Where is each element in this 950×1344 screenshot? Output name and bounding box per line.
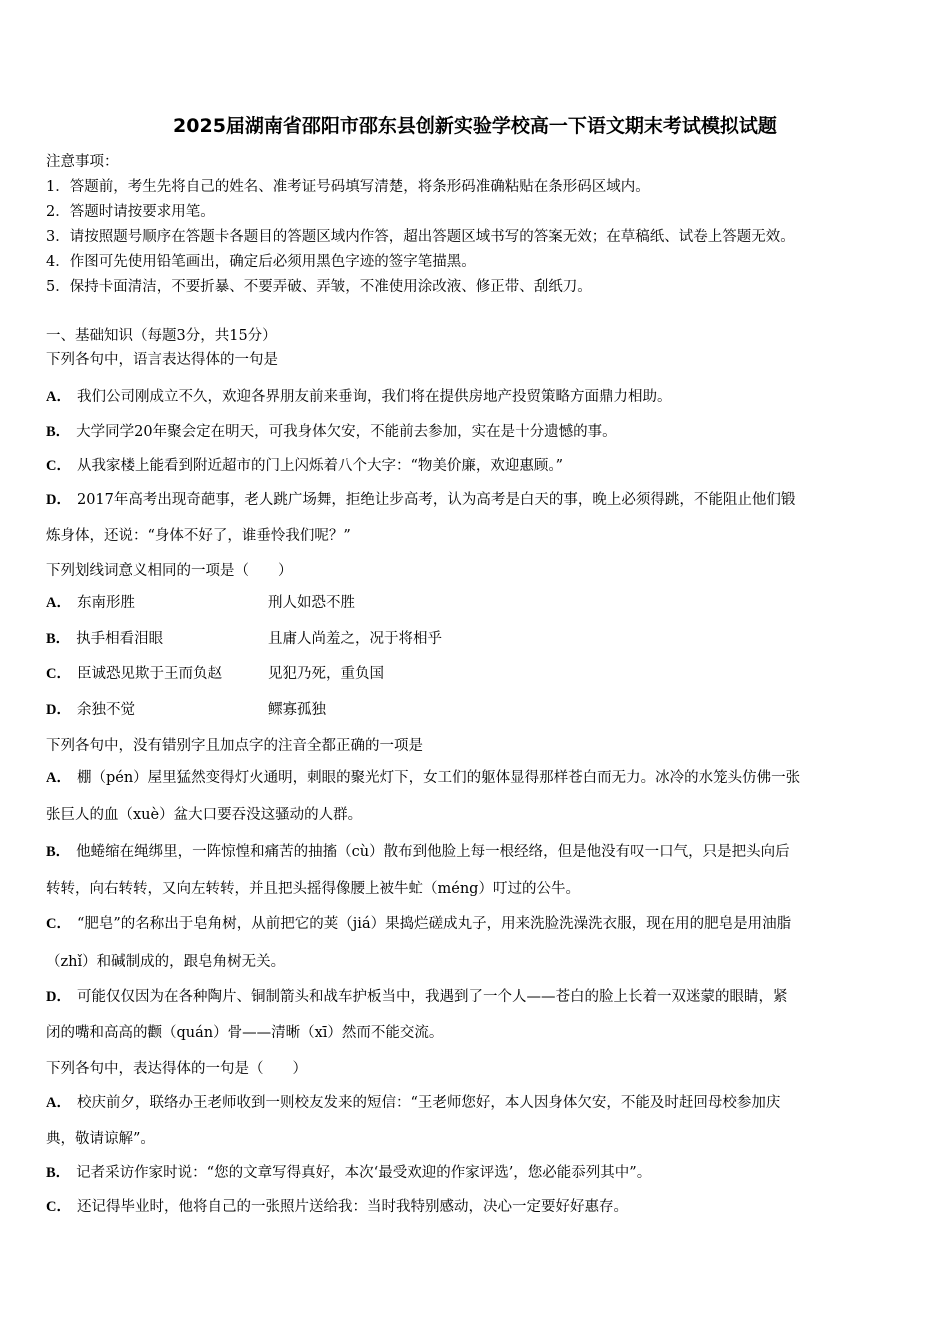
q3-option-b: B． 他蜷缩在绳绑里，一阵惊惶和痛苦的抽搐（cù）散布到他脸上每一根经络，但是他没有叹一口气，只是把头向后 — [46, 844, 790, 860]
q4-option-b: B． 记者采访作家时说：“您的文章写得真好，本次‘最受欢迎的作家评选’，您必能忝列其中”。 — [46, 1165, 652, 1181]
notice-item: 5．保持卡面清洁，不要折暴、不要弄破、弄皱，不准使用涂改液、修正带、刮纸刀。 — [46, 279, 592, 295]
question-4-stem: 下列各句中，表达得体的一句是（ ） — [46, 1061, 307, 1077]
question-3-stem: 下列各句中，没有错别字且加点字的注音全都正确的一项是 — [46, 738, 423, 754]
notice-item: 4．作图可先使用铅笔画出，确定后必须用黑色字迹的签字笔描黑。 — [46, 254, 476, 270]
q1-option-a: A． 我们公司刚成立不久，欢迎各界朋友前来垂询，我们将在提供房地产投贸策略方面鼎力相助。 — [46, 389, 672, 405]
q4-option-a-cont: 典，敬请谅解”。 — [46, 1131, 155, 1147]
q2-option-b: B． 执手相看泪眼 — [46, 631, 164, 647]
q1-option-b: B． 大学同学20年聚会定在明天，可我身体欠安，不能前去参加，实在是十分遗憾的事。 — [46, 424, 617, 440]
q2-option-c: C． 臣诚恐见欺于王而负赵 — [46, 666, 222, 682]
q2-option-d-right: 鳏寡孤独 — [268, 702, 326, 718]
q4-option-a: A． 校庆前夕，联络办王老师收到一则校友发来的短信：“王老师您好，本人因身体欠安，不能及时赶回母校参加庆 — [46, 1095, 781, 1111]
q3-option-d: D． 可能仅仅因为在各种陶片、铜制箭头和战车护板当中，我遇到了一个人——苍白的脸上长着一双迷蒙的眼睛，紧 — [46, 989, 788, 1005]
notice-item: 2．答题时请按要求用笔。 — [46, 204, 215, 220]
q2-option-d: D． 余独不觉 — [46, 702, 135, 718]
page-title: 2025届湖南省邵阳市邵东县创新实验学校高一下语文期末考试模拟试题 — [173, 115, 777, 137]
q2-option-c-right: 见犯乃死，重负国 — [268, 666, 384, 682]
q4-option-c: C． 还记得毕业时，他将自己的一张照片送给我：当时我特别感动，决心一定要好好惠存。 — [46, 1199, 628, 1215]
q3-option-a-cont: 张巨人的血（xuè）盆大口要吞没这骚动的人群。 — [46, 807, 363, 823]
q1-option-d-cont: 炼身体，还说：“身体不好了，谁垂怜我们呢？” — [46, 528, 351, 544]
q2-option-a-right: 刑人如恐不胜 — [268, 595, 355, 611]
q2-option-a: A． 东南形胜 — [46, 595, 135, 611]
q3-option-c: C． “肥皂”的名称出于皂角树，从前把它的荚（jiá）果捣烂磋成丸子，用来洗脸洗澡洗衣服，现在用的肥皂是用油脂 — [46, 916, 792, 932]
question-1-stem: 下列各句中，语言表达得体的一句是 — [46, 352, 278, 368]
section-heading: 一、基础知识（每题3分，共15分） — [46, 328, 277, 344]
q1-option-d: D． 2017年高考出现奇葩事，老人跳广场舞，拒绝让步高考，认为高考是白天的事，晚上必须得跳，不能阻止他们锻 — [46, 492, 796, 508]
q3-option-c-cont: （zhǐ）和碱制成的，跟皂角树无关。 — [46, 954, 286, 970]
question-2-stem: 下列划线词意义相同的一项是（ ） — [46, 563, 293, 579]
q3-option-d-cont: 闭的嘴和高高的颧（quán）骨——清晰（xī）然而不能交流。 — [46, 1025, 444, 1041]
q3-option-b-cont: 转转，向右转转，又向左转转，并且把头摇得像腰上被牛虻（méng）叮过的公牛。 — [46, 881, 580, 897]
notice-heading: 注意事项： — [46, 154, 119, 170]
notice-item: 3．请按照题号顺序在答题卡各题目的答题区域内作答，超出答题区域书写的答案无效；在草稿纸、试卷上答题无效。 — [46, 229, 795, 245]
q1-option-c: C． 从我家楼上能看到附近超市的门上闪烁着八个大字：“物美价廉，欢迎惠顾。” — [46, 458, 564, 474]
notice-item: 1．答题前，考生先将自己的姓名、准考证号码填写清楚，将条形码准确粘贴在条形码区域内。 — [46, 179, 650, 195]
q3-option-a: A． 棚（pén）屋里猛然变得灯火通明，刺眼的聚光灯下，女工们的躯体显得那样苍白而无力。冰冷的水笼头仿佛一张 — [46, 770, 801, 786]
q2-option-b-right: 且庸人尚羞之，况于将相乎 — [268, 631, 442, 647]
